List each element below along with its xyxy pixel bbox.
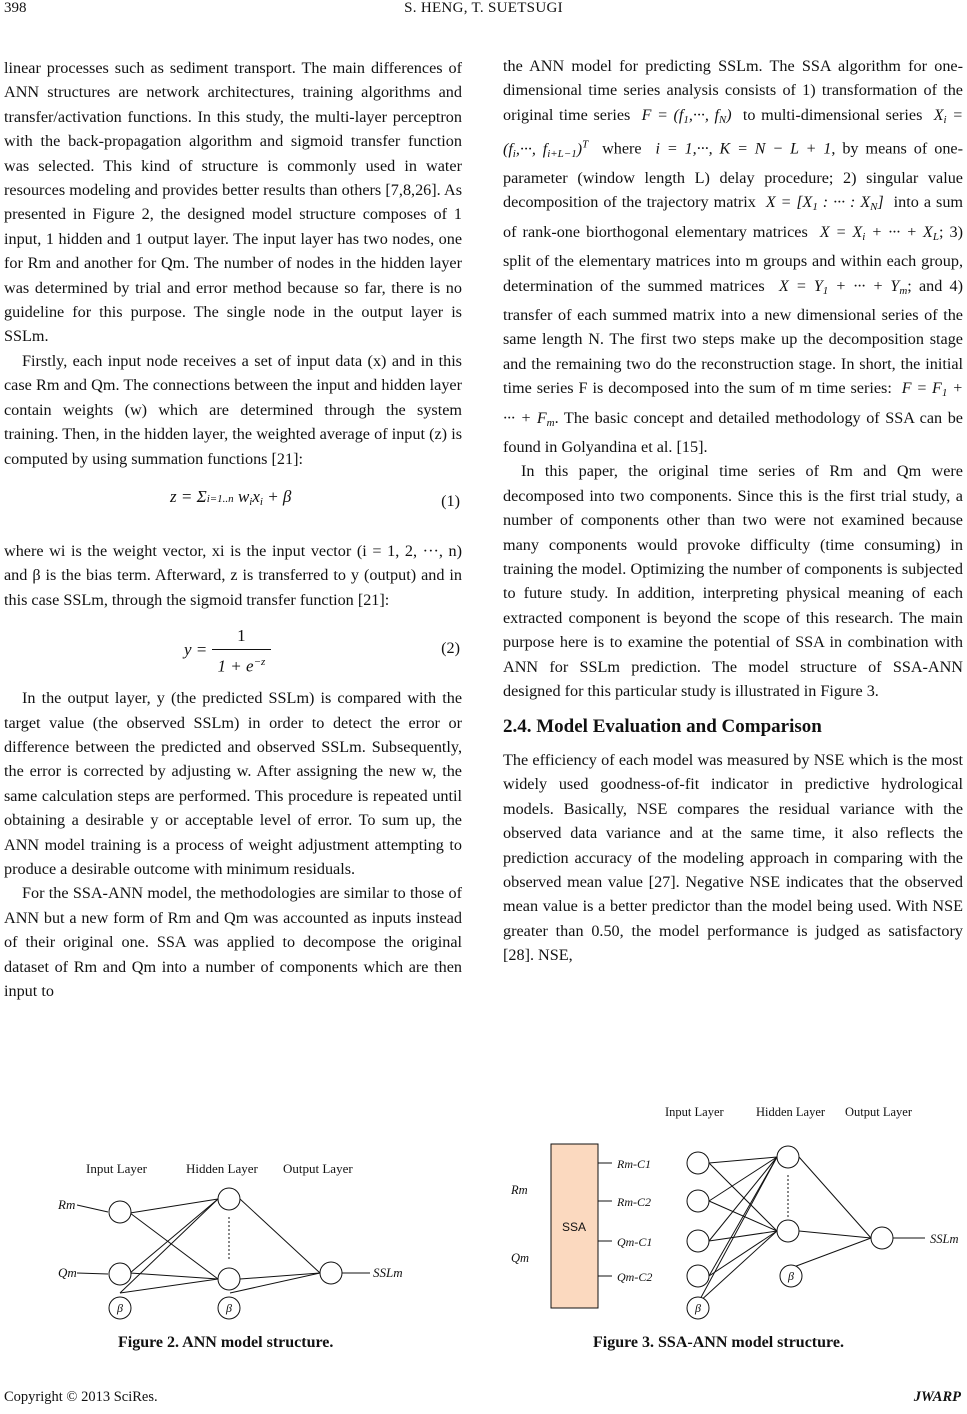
paragraph: For the SSA-ANN model, the methodologies are similar to those of ANN but a new form of Rm and Qm was accounted as inputs instead of their original one. SSA was applied to decompose the original dataset of Rm and Qm into a number of components which are then input to	[4, 884, 462, 1000]
hidden-layer-label: Hidden Layer	[186, 1161, 258, 1176]
input-node	[109, 1263, 131, 1285]
component-label: Rm-C2	[617, 1195, 651, 1209]
output-layer-label: Output Layer	[283, 1161, 353, 1176]
input-layer-label: Input Layer	[665, 1105, 724, 1119]
output-node	[871, 1227, 893, 1249]
component-label: Qm-C1	[617, 1235, 653, 1249]
output-node	[320, 1262, 342, 1284]
hidden-node	[777, 1146, 799, 1168]
hidden-layer-label: Hidden Layer	[756, 1105, 826, 1119]
output-label-sslm: SSLm	[373, 1265, 403, 1280]
equation-number: (2)	[441, 639, 460, 658]
paragraph: In this paper, the original time series of Rm and Qm were decomposed into two components. Since this is the first trial study, a number of components other than two were not examined because many components would provoke difficulty (time consuming) in training the model. Optimizing the number of components is subjected to future study. In addition, interpreting physical meaning of each extracted component is beyond the scope of this research. The main purpose here is to examine the potential of SSA in combination with ANN for SSLm prediction. The model structure of SSA-ANN designed for this particular study is illustrated in Figure 3.	[503, 462, 963, 701]
paragraph: The efficiency of each model was measured by NSE which is the most widely used goodness-of-fit indicator in predictive hydrological models. Basically, NSE compares the residual variance with the observed data variance and at the same time, it also reflects the prediction accuracy of the modeling approach in comparing with the observed mean value [27]. Negative NSE indicates that the observed mean value is a better predictor than the model being used. With NSE greater than 0.50, the model performance is judged as satisfactory [28]. NSE,	[503, 750, 963, 965]
paragraph: Firstly, each input node receives a set of input data (x) and in this case Rm and Qm. The connections between the input and hidden layer contain weights (w) which are determined through the system training. Then, in the hidden layer, the weighted average of input (z) is computed by using summation functions [21]:	[4, 351, 462, 468]
journal-name: JWARP	[913, 1389, 961, 1405]
hidden-node	[218, 1188, 240, 1210]
equation-2: y = $\frac{1}{1 + e^{-z}}$ (2)	[184, 626, 460, 676]
component-label: Rm-C1	[617, 1157, 651, 1171]
left-column	[4, 56, 462, 1003]
copyright: Copyright © 2013 SciRes.	[4, 1389, 158, 1405]
input-label-rm: Rm	[58, 1197, 76, 1212]
svg-text:β: β	[788, 1269, 794, 1283]
equation-number: (1)	[441, 491, 460, 510]
input-node	[109, 1201, 131, 1223]
input-layer-label: Input Layer	[86, 1161, 148, 1176]
hidden-node	[218, 1268, 240, 1290]
component-label: Qm-C2	[617, 1270, 653, 1284]
svg-text:β: β	[226, 1301, 232, 1315]
input-node	[687, 1230, 709, 1252]
figure-2-diagram	[40, 1155, 440, 1330]
right-column	[503, 54, 963, 968]
input-label-qm: Qm	[511, 1251, 530, 1265]
paragraph: where wi is the weight vector, xi is the input vector (i = 1, 2, ···, n) and β is the bias term. Afterward, z is transferred to y (output) and in this case SSLm, through the sigmoid transfer function [21]:	[4, 541, 462, 609]
input-label-qm: Qm	[58, 1265, 77, 1280]
paragraph: linear processes such as sediment transport. The main differences of ANN structures are network architectures, training algorithms and transfer/activation functions. In this study, the multi-layer perceptron with the back-propagation algorithm and sigmoid transfer function was selected. This kind of structure is commonly used in water resources modeling and provides better results than others [7,8,26]. As presented in Figure 2, the designed model structure composes of 1 input, 1 hidden and 1 output layer. The input layer has two nodes, one for Rm and another for Qm. The number of nodes in the hidden layer was determined by trial and error method because so far, there is no guideline for this purpose. The single node in the output layer is SSLm.	[4, 59, 462, 346]
input-node	[687, 1190, 709, 1212]
paragraph: the ANN model for predicting SSLm. The SSA algorithm for one-dimensional time series analysis consists of 1) transformation of the original time series $F = (f_1,\cdot\cdot\cdot$, $f_N$) to multi-dimensional series $X_i = (f_i,\cdot\cdot\cdot$, $f_{i+L-1})^T$ where i = 1,···, K = N − L + 1, by means of one-parameter (window length L) delay procedure; 2) singular value decomposition of the trajectory matrix $X = [X_1$ : ··· : $X_N$] into a sum of rank-one biorthogonal elementary matrices $X = X_i$ + ··· + $X_L$; 3) split of the elementary matrices into m groups and within each group, determination of the summed matrices $X = Y_1$ + ··· + $Y_m$; and 4) transfer of each summed matrix into a new dimensional series of the same length N. The first two steps make up the decomposition stage and the remaining two do the reconstruction stage. In short, the initial time series F is decomposed into the sum of m time series: $F = F_1$ + ··· + $F_m$. The basic concept and detailed methodology of SSA can be found in Golyandina et al. [15].	[503, 57, 964, 457]
input-label-rm: Rm	[511, 1183, 528, 1197]
figure-3-diagram	[505, 1098, 967, 1330]
section-heading: 2.4. Model Evaluation and Comparison	[503, 716, 822, 738]
page-number: 398	[4, 0, 27, 16]
input-node	[687, 1265, 709, 1287]
hidden-node	[777, 1220, 799, 1242]
output-layer-label: Output Layer	[845, 1105, 912, 1119]
paragraph: In the output layer, y (the predicted SSLm) is compared with the target value (the observed SSLm) in order to detect the error or difference between the predicted and observed SSLm. Subsequently, the error is corrected by adjusting w. After assigning the new w, the same calculation steps are performed. This procedure is repeated until obtaining a desirable y or acceptable level of error. To sum up, the ANN model training is a process of weight adjustment attempting to produce a desirable outcome with minimum residuals.	[4, 689, 462, 878]
svg-text:β: β	[117, 1301, 123, 1315]
input-node	[687, 1152, 709, 1174]
figure-2-caption: Figure 2. ANN model structure.	[118, 1334, 334, 1351]
output-label-sslm: SSLm	[930, 1232, 959, 1246]
running-header: S. HENG, T. SUETSUGI	[404, 0, 563, 16]
equation-1: z = Σi=1..n $w_ix_i + \beta$ (1)	[4, 477, 462, 539]
ssa-label: SSA	[561, 1220, 587, 1234]
svg-text:β: β	[695, 1301, 701, 1315]
figure-3-caption: Figure 3. SSA-ANN model structure.	[593, 1334, 844, 1351]
